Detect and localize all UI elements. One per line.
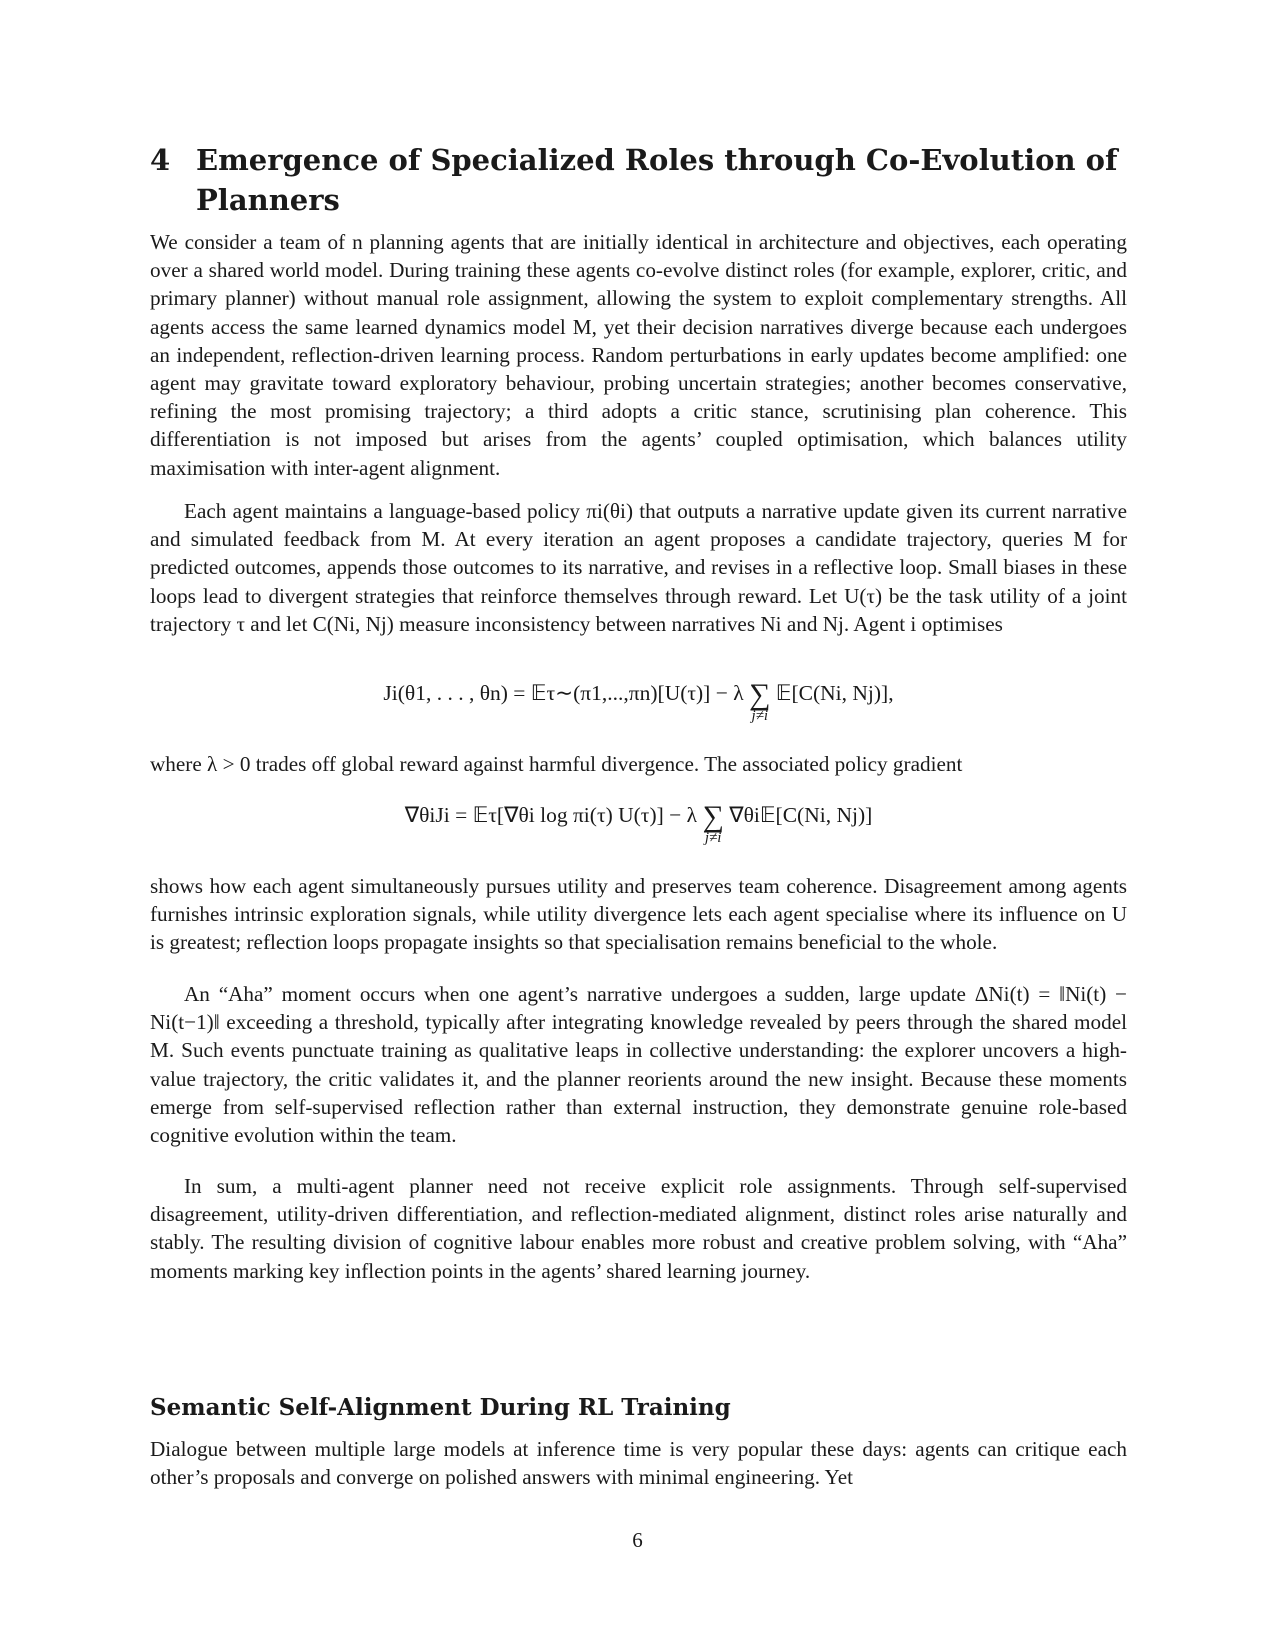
- eq1-sum: ∑ j≠i: [749, 678, 770, 712]
- eq1-sum-subscript: j≠i: [751, 708, 769, 724]
- equation-gradient: [150, 800, 1127, 846]
- eq1-expectation: 𝔼τ∼(π1,...,πn)[U(τ)] − λ: [530, 681, 744, 705]
- paragraph-dialogue: Dialogue between multiple large models at inference time is very popular these days: agents can critique each other’s proposals and converge on polished answers with minimal engineering. Yet: [150, 1437, 1127, 1490]
- eq1-rhs: 𝔼[C(Ni, Nj)],: [775, 681, 894, 705]
- page-number: 6: [632, 1528, 643, 1552]
- eq2-sum-subscript: j≠i: [704, 830, 722, 846]
- subsection-heading: Semantic Self-Alignment During RL Training: [150, 1394, 731, 1421]
- paragraph-policy: Each agent maintains a language-based policy πi(θi) that outputs a narrative update given its current narrative and simulated feedback from M. At every iteration an agent proposes a candidate trajectory, queries M for predicted outcomes, appends those outcomes to its narrative, and revises in a reflective loop. Small biases in these loops lead to divergent strategies that reinforce themselves through reward. Let U(τ) be the task utility of a joint trajectory τ and let C(Ni, Nj) measure inconsistency between narratives Ni and Nj. Agent i optimises: [150, 499, 1127, 636]
- paragraph-intro: We consider a team of n planning agents that are initially identical in architecture and objectives, each operating over a shared world model. During training these agents co-evolve distinct roles (for example, explorer, critic, and primary planner) without manual role assignment, allowing the system to exploit complementary strengths. All agents access the same learned dynamics model M, yet their decision narratives diverge because each undergoes an independent, reflection-driven learning process. Random perturbations in early updates become amplified: one agent may gravitate toward exploratory behaviour, probing uncertain strategies; another becomes conservative, refining the most promising trajectory; a third adopts a critic stance, scrutinising plan coherence. This differentiation is not imposed but arises from the agents’ coupled optimisation, which balances utility maximisation with inter-agent alignment.: [150, 230, 1127, 480]
- equation-objective: [150, 678, 1127, 724]
- paragraph-tradeoff: where λ > 0 trades off global reward against harmful divergence. The associated policy gradient: [150, 752, 963, 776]
- paragraph-coherence: shows how each agent simultaneously pursues utility and preserves team coherence. Disagreement among agents furnishes intrinsic exploration signals, while utility divergence lets each agent specialise where its influence on U is greatest; reflection loops propagate insights so that specialisation remains beneficial to the whole.: [150, 874, 1127, 955]
- section-heading: [150, 140, 1127, 220]
- paragraph-summary: In sum, a multi-agent planner need not receive explicit role assignments. Through self-supervised disagreement, utility-driven differentiation, and reflection-mediated alignment, distinct roles arise naturally and stably. The resulting division of cognitive labour enables more robust and creative problem solving, with “Aha” moments marking key inflection points in the agents’ shared learning journey.: [150, 1174, 1127, 1283]
- section-number: 4: [150, 143, 171, 177]
- paragraph-aha: An “Aha” moment occurs when one agent’s narrative undergoes a sudden, large update ΔNi(t) = ‖Ni(t) − Ni(t−1)‖ exceeding a threshold, typically after integrating knowledge revealed by peers through the shared model M. Such events punctuate training as qualitative leaps in collective understanding: the explorer uncovers a high-value trajectory, the critic validates it, and the planner reorients around the new insight. Because these moments emerge from self-supervised reflection rather than external instruction, they demonstrate genuine role-based cognitive evolution within the team.: [150, 982, 1127, 1148]
- eq2-lhs: ∇θiJi = 𝔼τ[∇θi log πi(τ) U(τ)] − λ: [404, 803, 698, 827]
- eq2-rhs: ∇θi𝔼[C(Ni, Nj)]: [729, 803, 873, 827]
- eq1-lhs: Ji(θ1, . . . , θn) =: [383, 681, 531, 705]
- eq2-sum: ∑ j≠i: [702, 800, 723, 834]
- section-title: Emergence of Specialized Roles through Co-Evolution of Planners: [196, 143, 1118, 217]
